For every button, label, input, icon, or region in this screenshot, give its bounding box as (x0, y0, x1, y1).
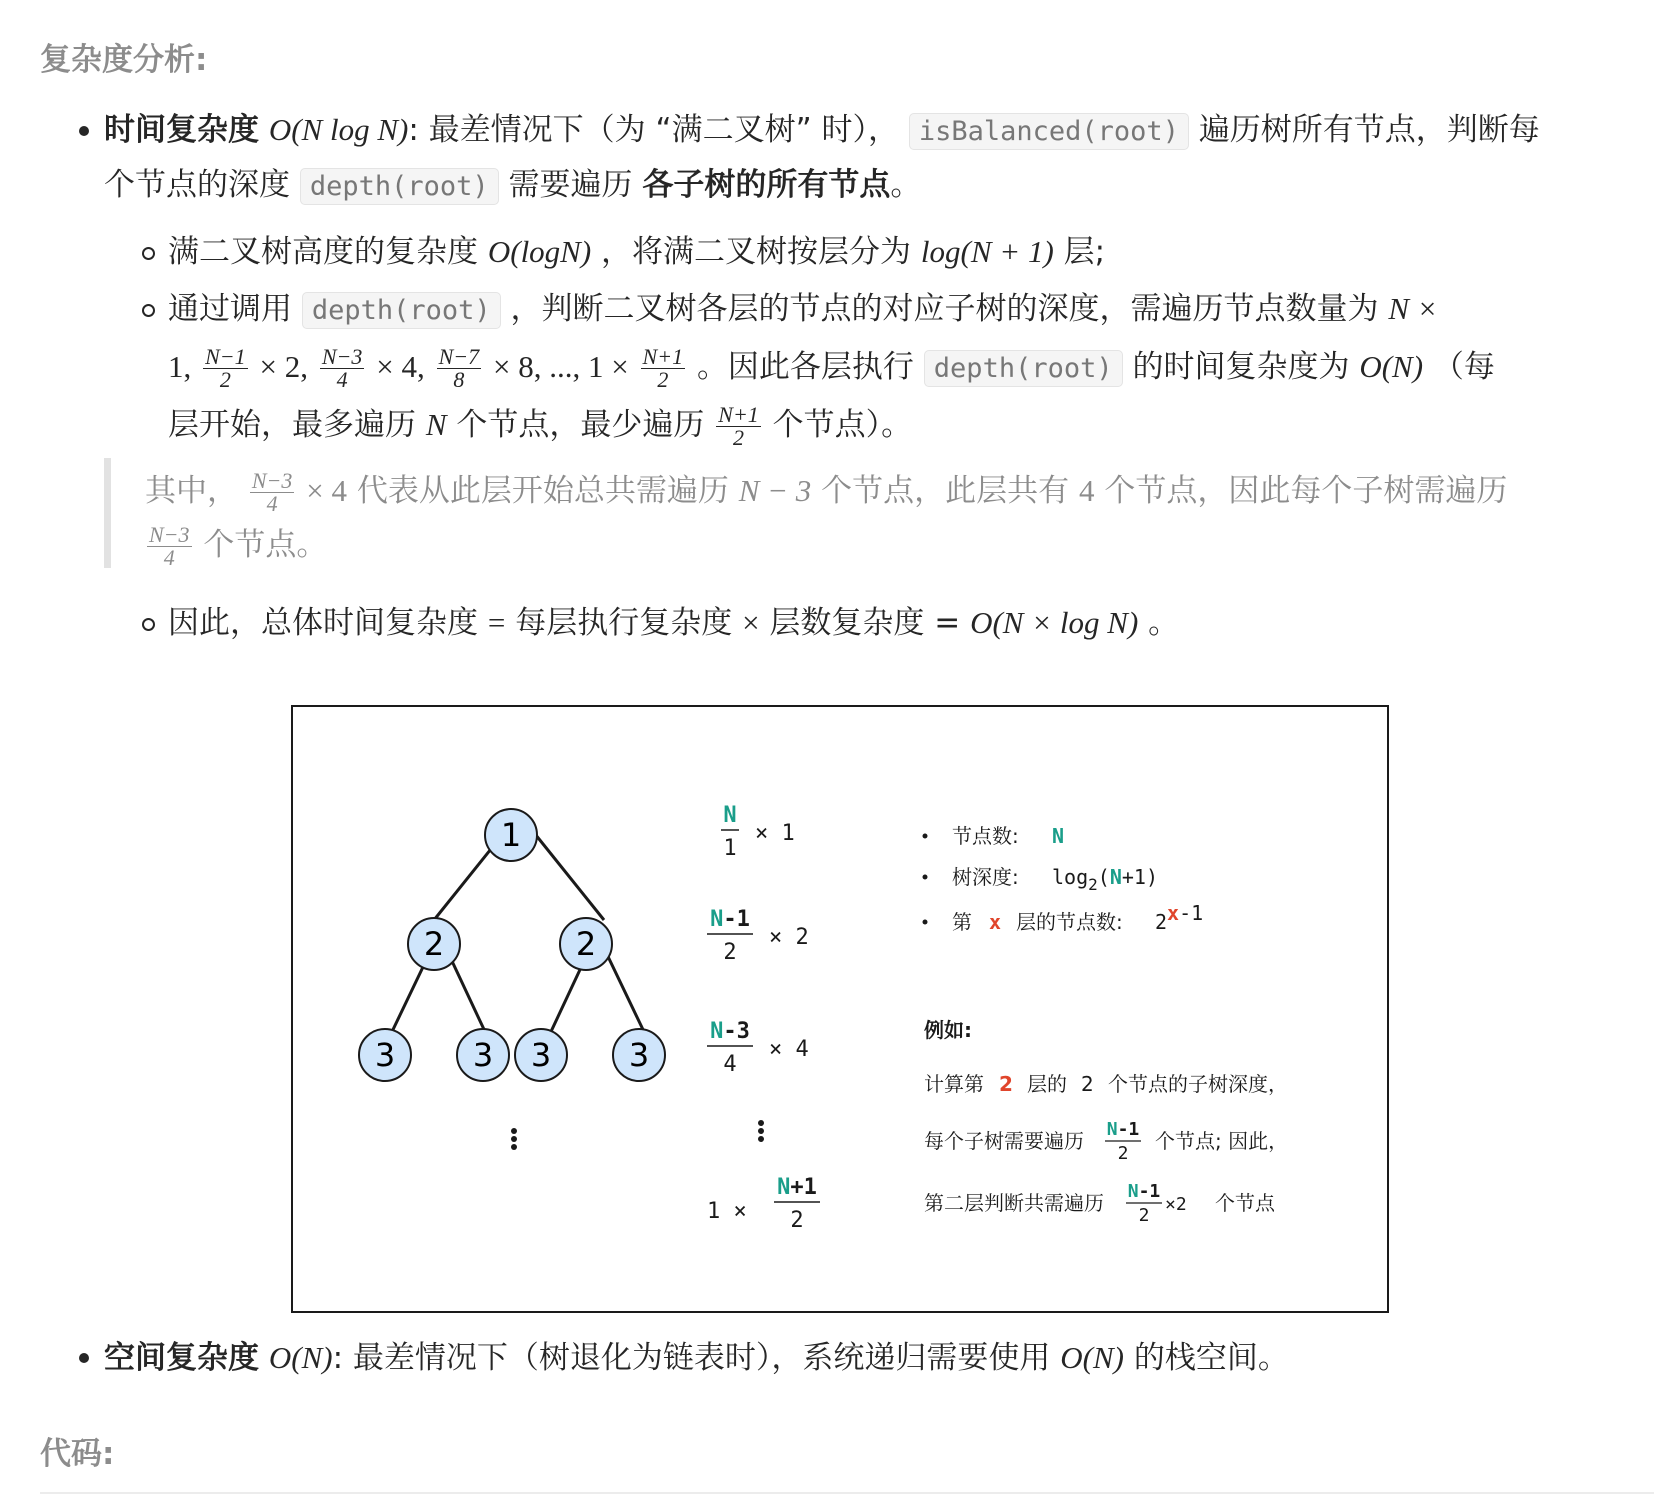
time-colon: : (408, 112, 419, 148)
frac-den: 2 (733, 425, 745, 450)
frac-q1 (250, 470, 295, 515)
sub2-text-1: 通过调用 (168, 291, 292, 327)
tree-node-label: 3 (374, 1036, 396, 1074)
sub2-text-5: （每 (1432, 349, 1495, 385)
example-l1a: 计算第 (924, 1072, 984, 1096)
tree-figure (291, 705, 1389, 1313)
sub3-math-1: = (487, 605, 506, 640)
ellipsis-icon (511, 1128, 517, 1150)
example-l2a: 每个子树需要遍历 (924, 1129, 1084, 1153)
level-mult: × 2 (769, 925, 809, 950)
sub2-text-2: ，判断二叉树各层的节点的对应子树的深度，需遍历节点数量为 (510, 291, 1379, 327)
info-item-2-label: 树深度: (952, 865, 1019, 889)
frac-n3-4 (320, 346, 365, 391)
space-line (104, 1338, 1289, 1378)
tree-node-label: 3 (628, 1036, 650, 1074)
list-bullet (923, 875, 928, 880)
sub1-line (168, 232, 1105, 272)
example-l2-num: N-1 (1106, 1119, 1140, 1140)
frac-np1-2 (641, 346, 686, 391)
info-item-3-x: x (989, 910, 1002, 934)
space-complexity: O(N) (268, 1340, 333, 1375)
tree-node-label: 2 (575, 925, 597, 963)
frac-num: N−3 (321, 344, 363, 369)
frac-n7-8 (437, 346, 482, 391)
sub2-math-7: N (425, 407, 447, 442)
level-frac-num: N-1 (710, 907, 750, 932)
level-frac-den: 2 (723, 940, 737, 965)
time-desc-6: 。 (890, 167, 922, 203)
quote-line-1 (145, 470, 1507, 515)
sub1-text-2: ，将满二叉树按层分为 (601, 234, 912, 270)
level-counts (707, 803, 820, 1233)
example-l3-den: 2 (1138, 1205, 1150, 1226)
frac-np1-2b (716, 404, 761, 449)
time-desc-2: 遍历树所有节点，判断每 (1198, 112, 1540, 148)
space-math: O(N) (1060, 1340, 1124, 1375)
example-l1d: 2 (1081, 1072, 1094, 1096)
code-depth-3: depth(root) (924, 350, 1123, 387)
blockquote (104, 458, 1591, 568)
sub2-math-1: N × (1388, 291, 1438, 326)
space-label: 空间复杂度 (104, 1340, 259, 1376)
quote-text-1: 其中， (145, 473, 238, 509)
frac-den: 4 (336, 367, 348, 392)
list-bullet (923, 834, 928, 839)
example-l3b: ×2 (1165, 1194, 1187, 1215)
info-item-3-b: 层的节点数: (1016, 910, 1123, 934)
list-bullet (923, 920, 928, 925)
info-item-2-value: $\log_2(N+1)$ (1052, 865, 1158, 894)
sub3-text-1: 因此，总体时间复杂度 (168, 605, 478, 641)
code-depth-2: depth(root) (302, 292, 501, 329)
sub3-text-2: 每层执行复杂度 (515, 605, 733, 641)
code-title: 代码: (40, 1436, 115, 1472)
sub1-text-3: 层; (1063, 234, 1106, 270)
frac-num: N−1 (205, 344, 246, 369)
example-l1b: 2 (999, 1072, 1013, 1096)
level-frac-num: N+1 (777, 1175, 817, 1200)
frac-den: 8 (453, 367, 465, 392)
example-l2b: 个节点; 因此， (1155, 1129, 1289, 1153)
level-mult: × 4 (769, 1037, 809, 1062)
info-list (923, 824, 1204, 934)
space-desc-2: 的栈空间。 (1133, 1340, 1289, 1376)
sub3-text-3: 层数复杂度 = (769, 605, 961, 641)
sub2-text-6: 层开始，最多遍历 (168, 407, 416, 443)
bullet-dot (79, 1353, 89, 1363)
sub2-text-7: 个节点，最少遍历 (456, 407, 705, 443)
tree-edge (527, 824, 604, 920)
frac-q2 (147, 524, 192, 569)
time-line-2 (104, 165, 921, 207)
level-frac-den: 1 (723, 836, 737, 861)
sub2-line-3 (168, 404, 912, 449)
tree-nodes (359, 809, 665, 1081)
code-isbalanced: isBalanced(root) (909, 113, 1189, 150)
time-desc-3: 个节点的深度 (104, 167, 290, 203)
frac-num: N+1 (718, 402, 759, 427)
sub3-line (168, 603, 1179, 643)
tree-node-label: 1 (500, 816, 522, 854)
frac-n1-2 (203, 346, 248, 391)
time-desc-4: 需要遍历 (508, 167, 633, 203)
sub2-line-1 (168, 289, 1438, 331)
sub-bullet (142, 247, 155, 260)
frac-num: N+1 (642, 344, 684, 369)
time-line-1 (104, 110, 1540, 152)
quote-text-5: 个节点。 (203, 527, 328, 563)
frac-den: 2 (219, 367, 231, 392)
tree-node-label: 3 (530, 1036, 552, 1074)
frac-den: 2 (657, 367, 669, 392)
sub2-text-8: 个节点）。 (772, 407, 913, 443)
quote-line-2 (145, 524, 327, 569)
level-frac-num: N (723, 803, 737, 828)
sub2-math-3: × 2, (259, 349, 308, 384)
example-l3a: 第二层判断共需遍历 (924, 1191, 1104, 1215)
bullet-dot (79, 126, 89, 136)
time-complexity: O(N log N) (268, 112, 409, 147)
time-desc-1: 最差情况下（为 “满二叉树” 时）， (428, 112, 899, 148)
level-frac-den: 4 (723, 1052, 737, 1077)
time-label: 时间复杂度 (104, 112, 259, 148)
quote-math-3: 4 (1079, 473, 1095, 508)
frac-den: 4 (266, 491, 278, 516)
info-item-1-label: 节点数: (952, 824, 1019, 848)
sub2-text-4: 的时间复杂度为 (1132, 349, 1350, 385)
example-l1c: 层的 (1027, 1072, 1067, 1096)
sub1-text-1: 满二叉树高度的复杂度 (168, 234, 478, 270)
sub2-text-3: 。因此各层执行 (696, 349, 914, 385)
sub3-math-2: × (742, 605, 760, 640)
code-block-edge (40, 1492, 1654, 1494)
sub-bullet (142, 304, 155, 317)
example-l1e: 个节点的子树深度， (1108, 1072, 1288, 1096)
space-desc: 最差情况下（树退化为链表时），系统递归需要使用 (352, 1340, 1051, 1376)
quote-text-3: 个节点，此层共有 (821, 473, 1070, 509)
example-l3-num: N-1 (1127, 1181, 1161, 1202)
example-l3c: 个节点 (1215, 1191, 1275, 1215)
info-item-1-value: N (1052, 824, 1065, 848)
frac-num: N−3 (251, 468, 293, 493)
level-frac-den: 2 (790, 1208, 804, 1233)
frac-den: 4 (163, 545, 175, 570)
level-frac-num: N-3 (710, 1019, 750, 1044)
code-depth: depth(root) (300, 168, 499, 205)
sub2-line-2 (168, 346, 1495, 391)
tree-diagram (293, 707, 1391, 1315)
sub2-math-2: 1, (168, 349, 192, 384)
tree-node-label: 2 (423, 925, 445, 963)
quote-math-1: × 4 (306, 473, 347, 508)
space-colon: : (332, 1340, 344, 1376)
quote-math-2: N − 3 (738, 473, 812, 508)
example-title: 例如: (924, 1018, 972, 1042)
sub3-math-3: O(N × log N) (970, 605, 1139, 640)
frac-num: N−3 (149, 522, 190, 547)
frac-num: N−7 (438, 344, 480, 369)
quote-text-2: 代表从此层开始总共需遍历 (356, 473, 729, 509)
quote-text-4: 个节点，因此每个子树需遍历 (1104, 473, 1508, 509)
time-desc-5: 各子树的所有节点 (642, 167, 891, 203)
info-item-3-a: 第 (952, 910, 972, 934)
sub-bullet (142, 618, 155, 631)
sub2-math-4: × 4, (376, 349, 425, 384)
sub3-text-4: 。 (1148, 605, 1180, 641)
sub2-math-6: O(N) (1359, 349, 1424, 384)
example-l2-den: 2 (1117, 1143, 1129, 1164)
sub1-math-1: O(logN) (487, 234, 592, 269)
info-item-3-value: 2x-1 (1155, 901, 1204, 934)
example-block (924, 1018, 1288, 1226)
ellipsis-icon (758, 1120, 764, 1142)
sub1-math-2: log(N + 1) (920, 234, 1054, 269)
sub2-math-5: × 8, ..., 1 × (492, 349, 629, 384)
level-lead: 1 × (707, 1199, 747, 1224)
section-title: 复杂度分析: (40, 42, 208, 78)
tree-node-label: 3 (472, 1036, 494, 1074)
level-mult: × 1 (755, 821, 795, 846)
